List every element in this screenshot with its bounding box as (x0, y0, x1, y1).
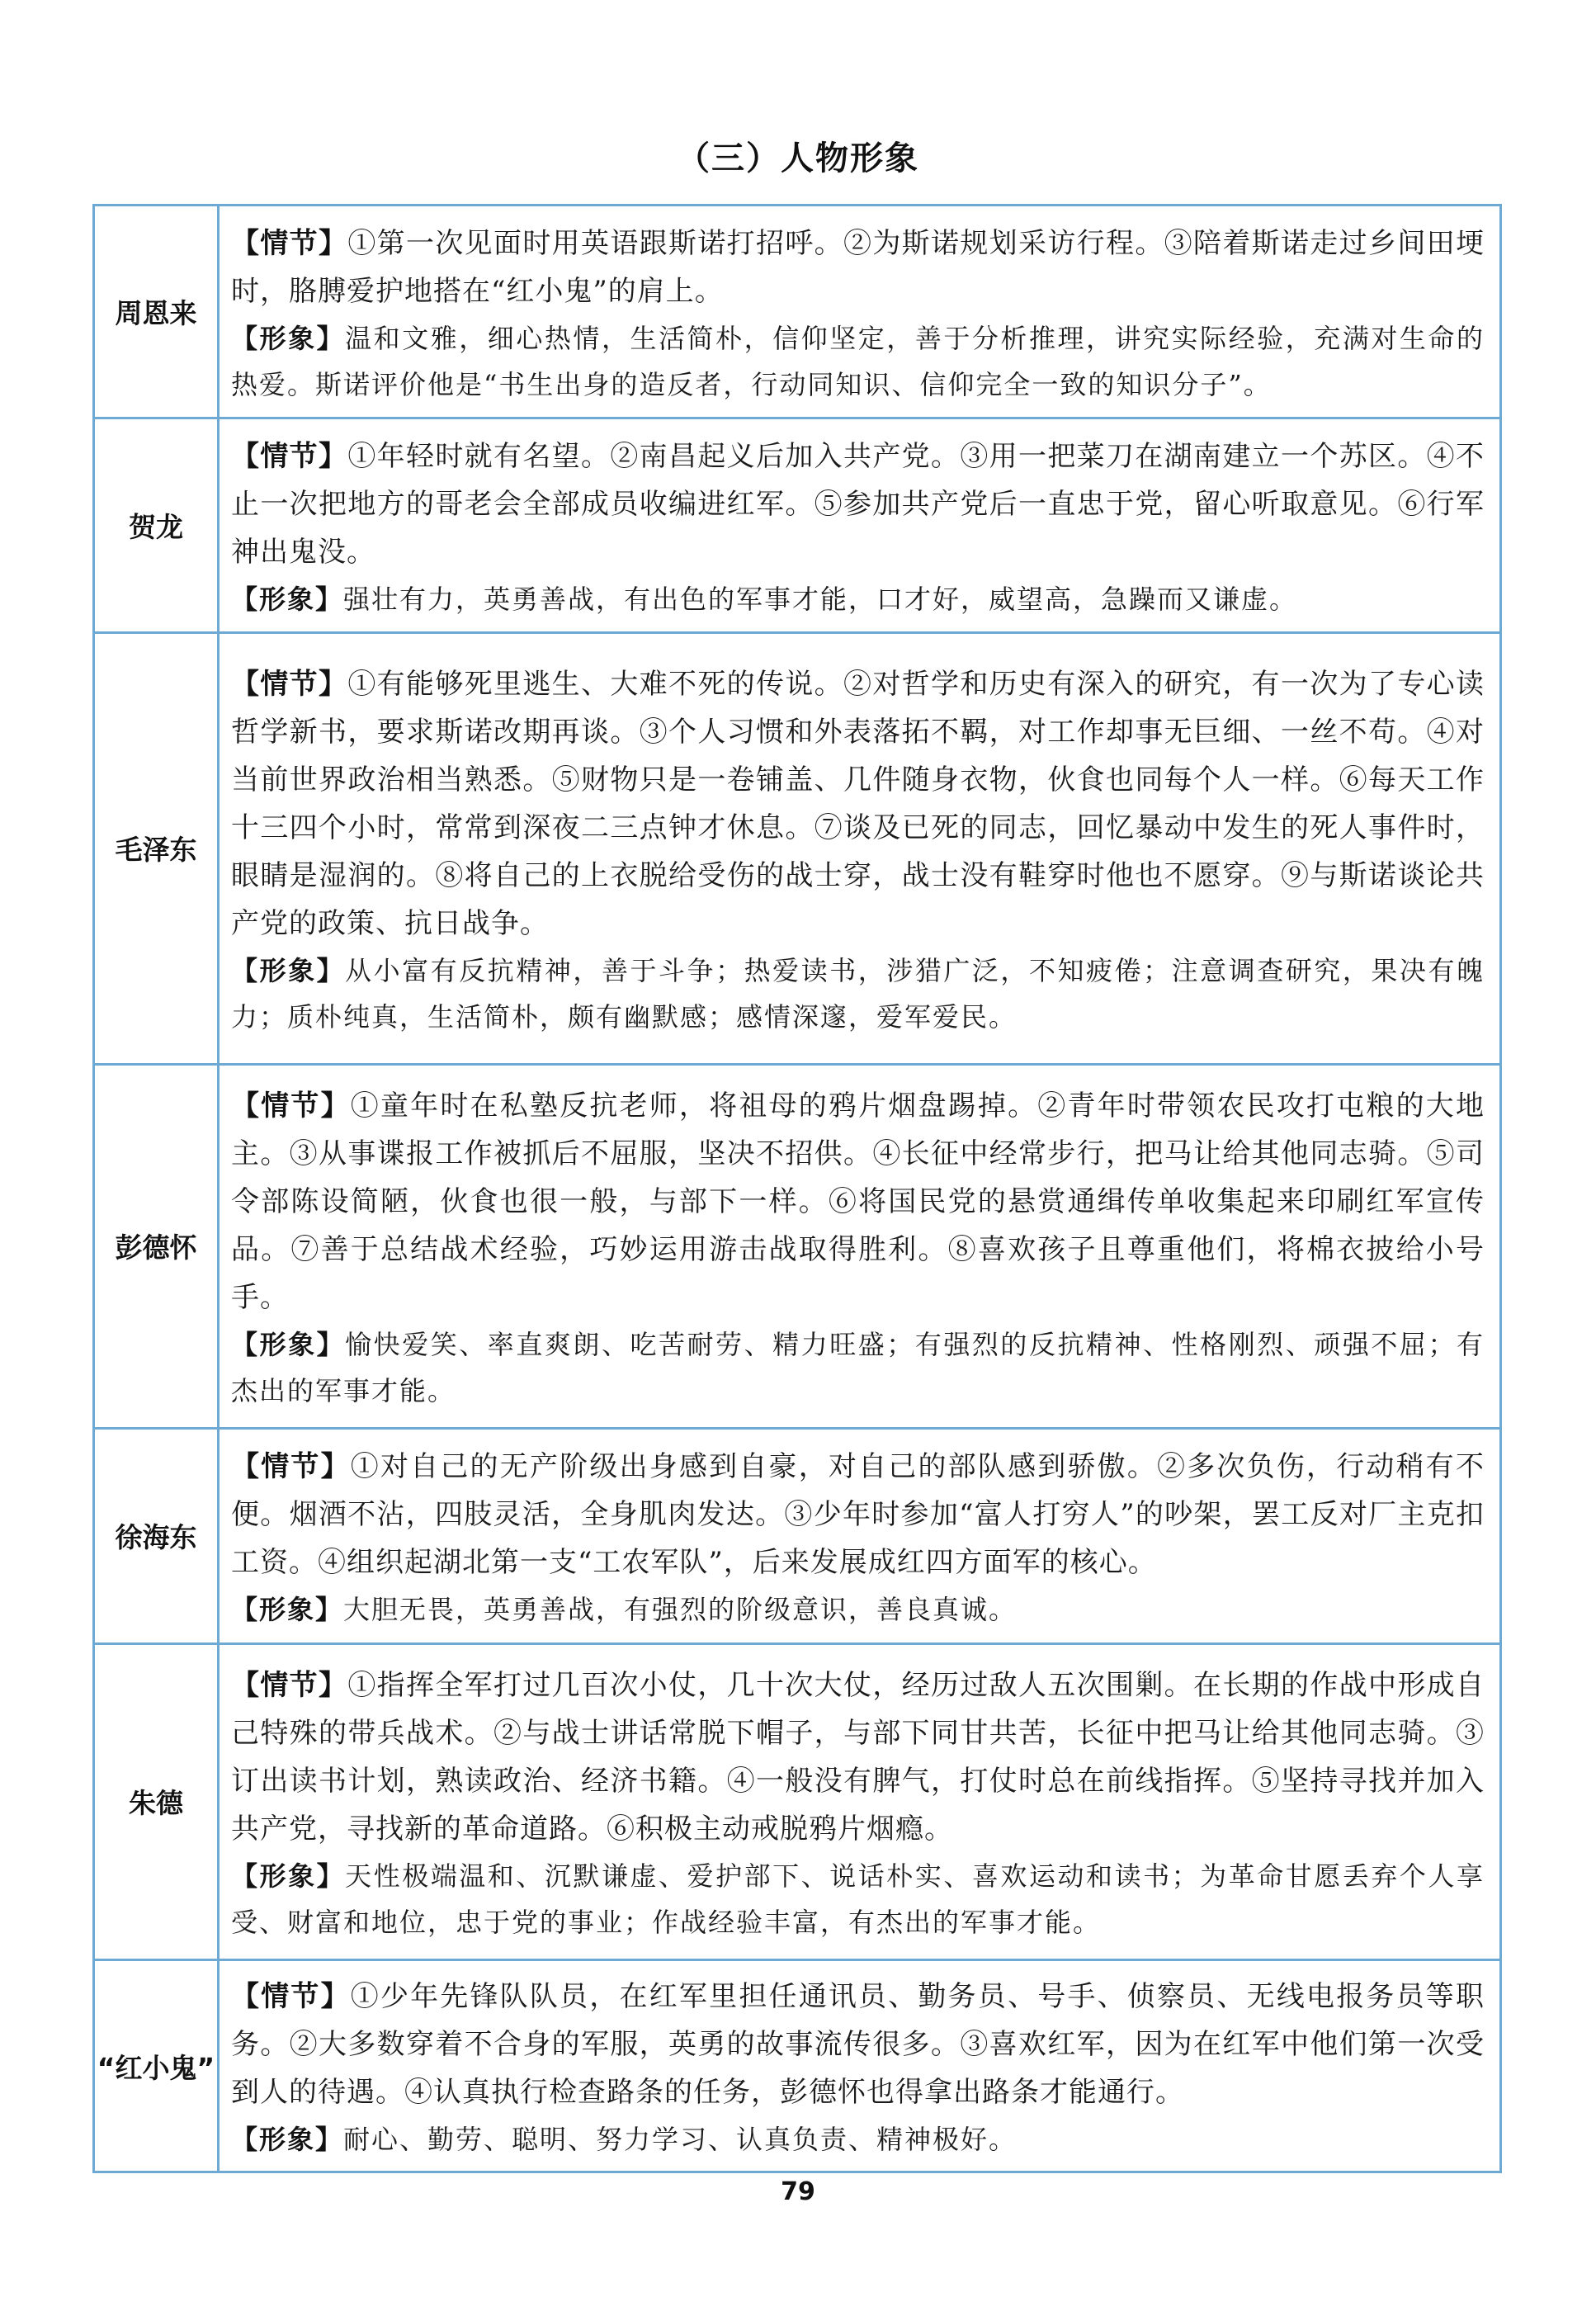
table-row (95, 634, 1499, 1066)
plot-paragraph (231, 220, 1485, 315)
image-label: 【形象】 (231, 322, 346, 354)
image-paragraph (231, 1853, 1485, 1945)
image-paragraph (231, 1586, 1485, 1633)
character-description (220, 634, 1499, 1063)
image-paragraph (231, 315, 1485, 408)
image-label: 【形象】 (231, 1593, 344, 1625)
character-name: 周恩来 (95, 206, 220, 417)
plot-paragraph (231, 1082, 1485, 1321)
plot-label: 【情节】 (231, 1089, 351, 1123)
plot-text: ①年轻时就有名望。②南昌起义后加入共产党。③用一把菜刀在湖南建立一个苏区。④不止一次把地方的哥老会全部成员收编进红军。⑤参加共产党后一直忠于党，留心听取意见。⑥行军神出鬼没。 (231, 439, 1485, 569)
character-description (220, 1066, 1499, 1427)
character-name: 朱德 (95, 1645, 220, 1959)
plot-text: ①有能够死里逃生、大难不死的传说。②对哲学和历史有深入的研究，有一次为了专心读哲学新书，要求斯诺改期再谈。③个人习惯和外表落拓不羁，对工作却事无巨细、一丝不苟。④对当前世界政治相当熟悉。⑤财物只是一卷铺盖、几件随身衣物，伙食也同每个人一样。⑥每天工作十三四个小时，常常到深夜二三点钟才休息。⑦谈及已死的同志，回忆暴动中发生的死人事件时，眼睛是湿润的。⑧将自己的上衣脱给受伤的战士穿，战士没有鞋穿时他也不愿穿。⑨与斯诺谈论共产党的政策、抗日战争。 (231, 667, 1485, 940)
character-name: “红小鬼” (95, 1961, 220, 2171)
plot-text: ①少年先锋队队员，在红军里担任通讯员、勤务员、号手、侦察员、无线电报务员等职务。②大多数穿着不合身的军服，英勇的故事流传很多。③喜欢红军，因为在红军中他们第一次受到人的待遇。④认真执行检查路条的任务，彭德怀也得拿出路条才能通行。 (231, 1980, 1485, 2109)
plot-paragraph (231, 1661, 1485, 1853)
image-paragraph (231, 1321, 1485, 1414)
character-name: 彭德怀 (95, 1066, 220, 1427)
image-paragraph (231, 2116, 1485, 2162)
plot-label: 【情节】 (231, 1449, 351, 1483)
plot-label: 【情节】 (231, 667, 348, 701)
plot-label: 【情节】 (231, 1980, 351, 2013)
table-row (95, 1066, 1499, 1430)
plot-text: ①第一次见面时用英语跟斯诺打招呼。②为斯诺规划采访行程。③陪着斯诺走过乡间田埂时，胳膊爱护地搭在“红小鬼”的肩上。 (231, 226, 1485, 308)
table-row (95, 1961, 1499, 2171)
plot-paragraph (231, 1973, 1485, 2116)
character-table (92, 204, 1502, 2173)
character-name: 毛泽东 (95, 634, 220, 1063)
character-description (220, 206, 1499, 417)
image-text: 大胆无畏，英勇善战，有强烈的阶级意识，善良真诚。 (343, 1593, 1018, 1625)
table-row (95, 1645, 1499, 1961)
table-row (95, 206, 1499, 419)
plot-text: ①对自己的无产阶级出身感到自豪，对自己的部队感到骄傲。②多次负伤，行动稍有不便。烟酒不沾，四肢灵活，全身肌肉发达。③少年时参加“富人打穷人”的吵架，罢工反对厂主克扣工资。④组织起湖北第一支“工农军队”，后来发展成红四方面军的核心。 (231, 1449, 1485, 1579)
table-row (95, 419, 1499, 633)
image-label: 【形象】 (231, 2124, 344, 2155)
image-paragraph (231, 948, 1485, 1040)
image-text: 天性极端温和、沉默谦虚、爱护部下、说话朴实、喜欢运动和读书；为革命甘愿丢弃个人享受、财富和地位，忠于党的事业；作战经验丰富，有杰出的军事才能。 (231, 1860, 1485, 1938)
character-name: 徐海东 (95, 1430, 220, 1642)
plot-text: ①童年时在私塾反抗老师，将祖母的鸦片烟盘踢掉。②青年时带领农民攻打屯粮的大地主。③从事谍报工作被抓后不屈服，坚决不招供。④长征中经常步行，把马让给其他同志骑。⑤司令部陈设简陋，伙食也很一般，与部下一样。⑥将国民党的悬赏通缉传单收集起来印刷红军宣传品。⑦善于总结战术经验，巧妙运用游击战取得胜利。⑧喜欢孩子且尊重他们，将棉衣披给小号手。 (231, 1089, 1485, 1314)
image-text: 愉快爱笑、率直爽朗、吃苦耐劳、精力旺盛；有强烈的反抗精神、性格刚烈、顽强不屈；有杰出的军事才能。 (231, 1328, 1485, 1406)
character-description (220, 1430, 1499, 1642)
table-row (95, 1430, 1499, 1645)
character-description (220, 1645, 1499, 1959)
image-paragraph (231, 576, 1485, 622)
image-text: 强壮有力，英勇善战，有出色的军事才能，口才好，威望高，急躁而又谦虚。 (343, 583, 1298, 615)
character-description (220, 1961, 1499, 2171)
image-text: 耐心、勤劳、聪明、努力学习、认真负责、精神极好。 (343, 2124, 1018, 2155)
image-label: 【形象】 (231, 1860, 346, 1892)
image-label: 【形象】 (231, 1328, 346, 1360)
character-description (220, 419, 1499, 631)
plot-label: 【情节】 (231, 439, 348, 473)
page-number: 79 (781, 2177, 815, 2206)
plot-paragraph (231, 432, 1485, 576)
image-label: 【形象】 (231, 954, 346, 986)
image-label: 【形象】 (231, 583, 344, 615)
page-title: （三）人物形象 (677, 139, 919, 177)
image-text: 温和文雅，细心热情，生活简朴，信仰坚定，善于分析推理，讲究实际经验，充满对生命的热爱。斯诺评价他是“书生出身的造反者，行动同知识、信仰完全一致的知识分子”。 (231, 322, 1485, 400)
plot-paragraph (231, 1443, 1485, 1586)
plot-paragraph (231, 660, 1485, 948)
plot-label: 【情节】 (231, 226, 348, 260)
image-text: 从小富有反抗精神，善于斗争；热爱读书，涉猎广泛，不知疲倦；注意调查研究，果决有魄力；质朴纯真，生活简朴，颇有幽默感；感情深邃，爱军爱民。 (231, 954, 1485, 1033)
character-name: 贺龙 (95, 419, 220, 631)
plot-label: 【情节】 (231, 1668, 348, 1702)
plot-text: ①指挥全军打过几百次小仗，几十次大仗，经历过敌人五次围剿。在长期的作战中形成自己特殊的带兵战术。②与战士讲话常脱下帽子，与部下同甘共苦，长征中把马让给其他同志骑。③订出读书计划，熟读政治、经济书籍。④一般没有脾气，打仗时总在前线指挥。⑤坚持寻找并加入共产党，寻找新的革命道路。⑥积极主动戒脱鸦片烟瘾。 (231, 1668, 1485, 1846)
